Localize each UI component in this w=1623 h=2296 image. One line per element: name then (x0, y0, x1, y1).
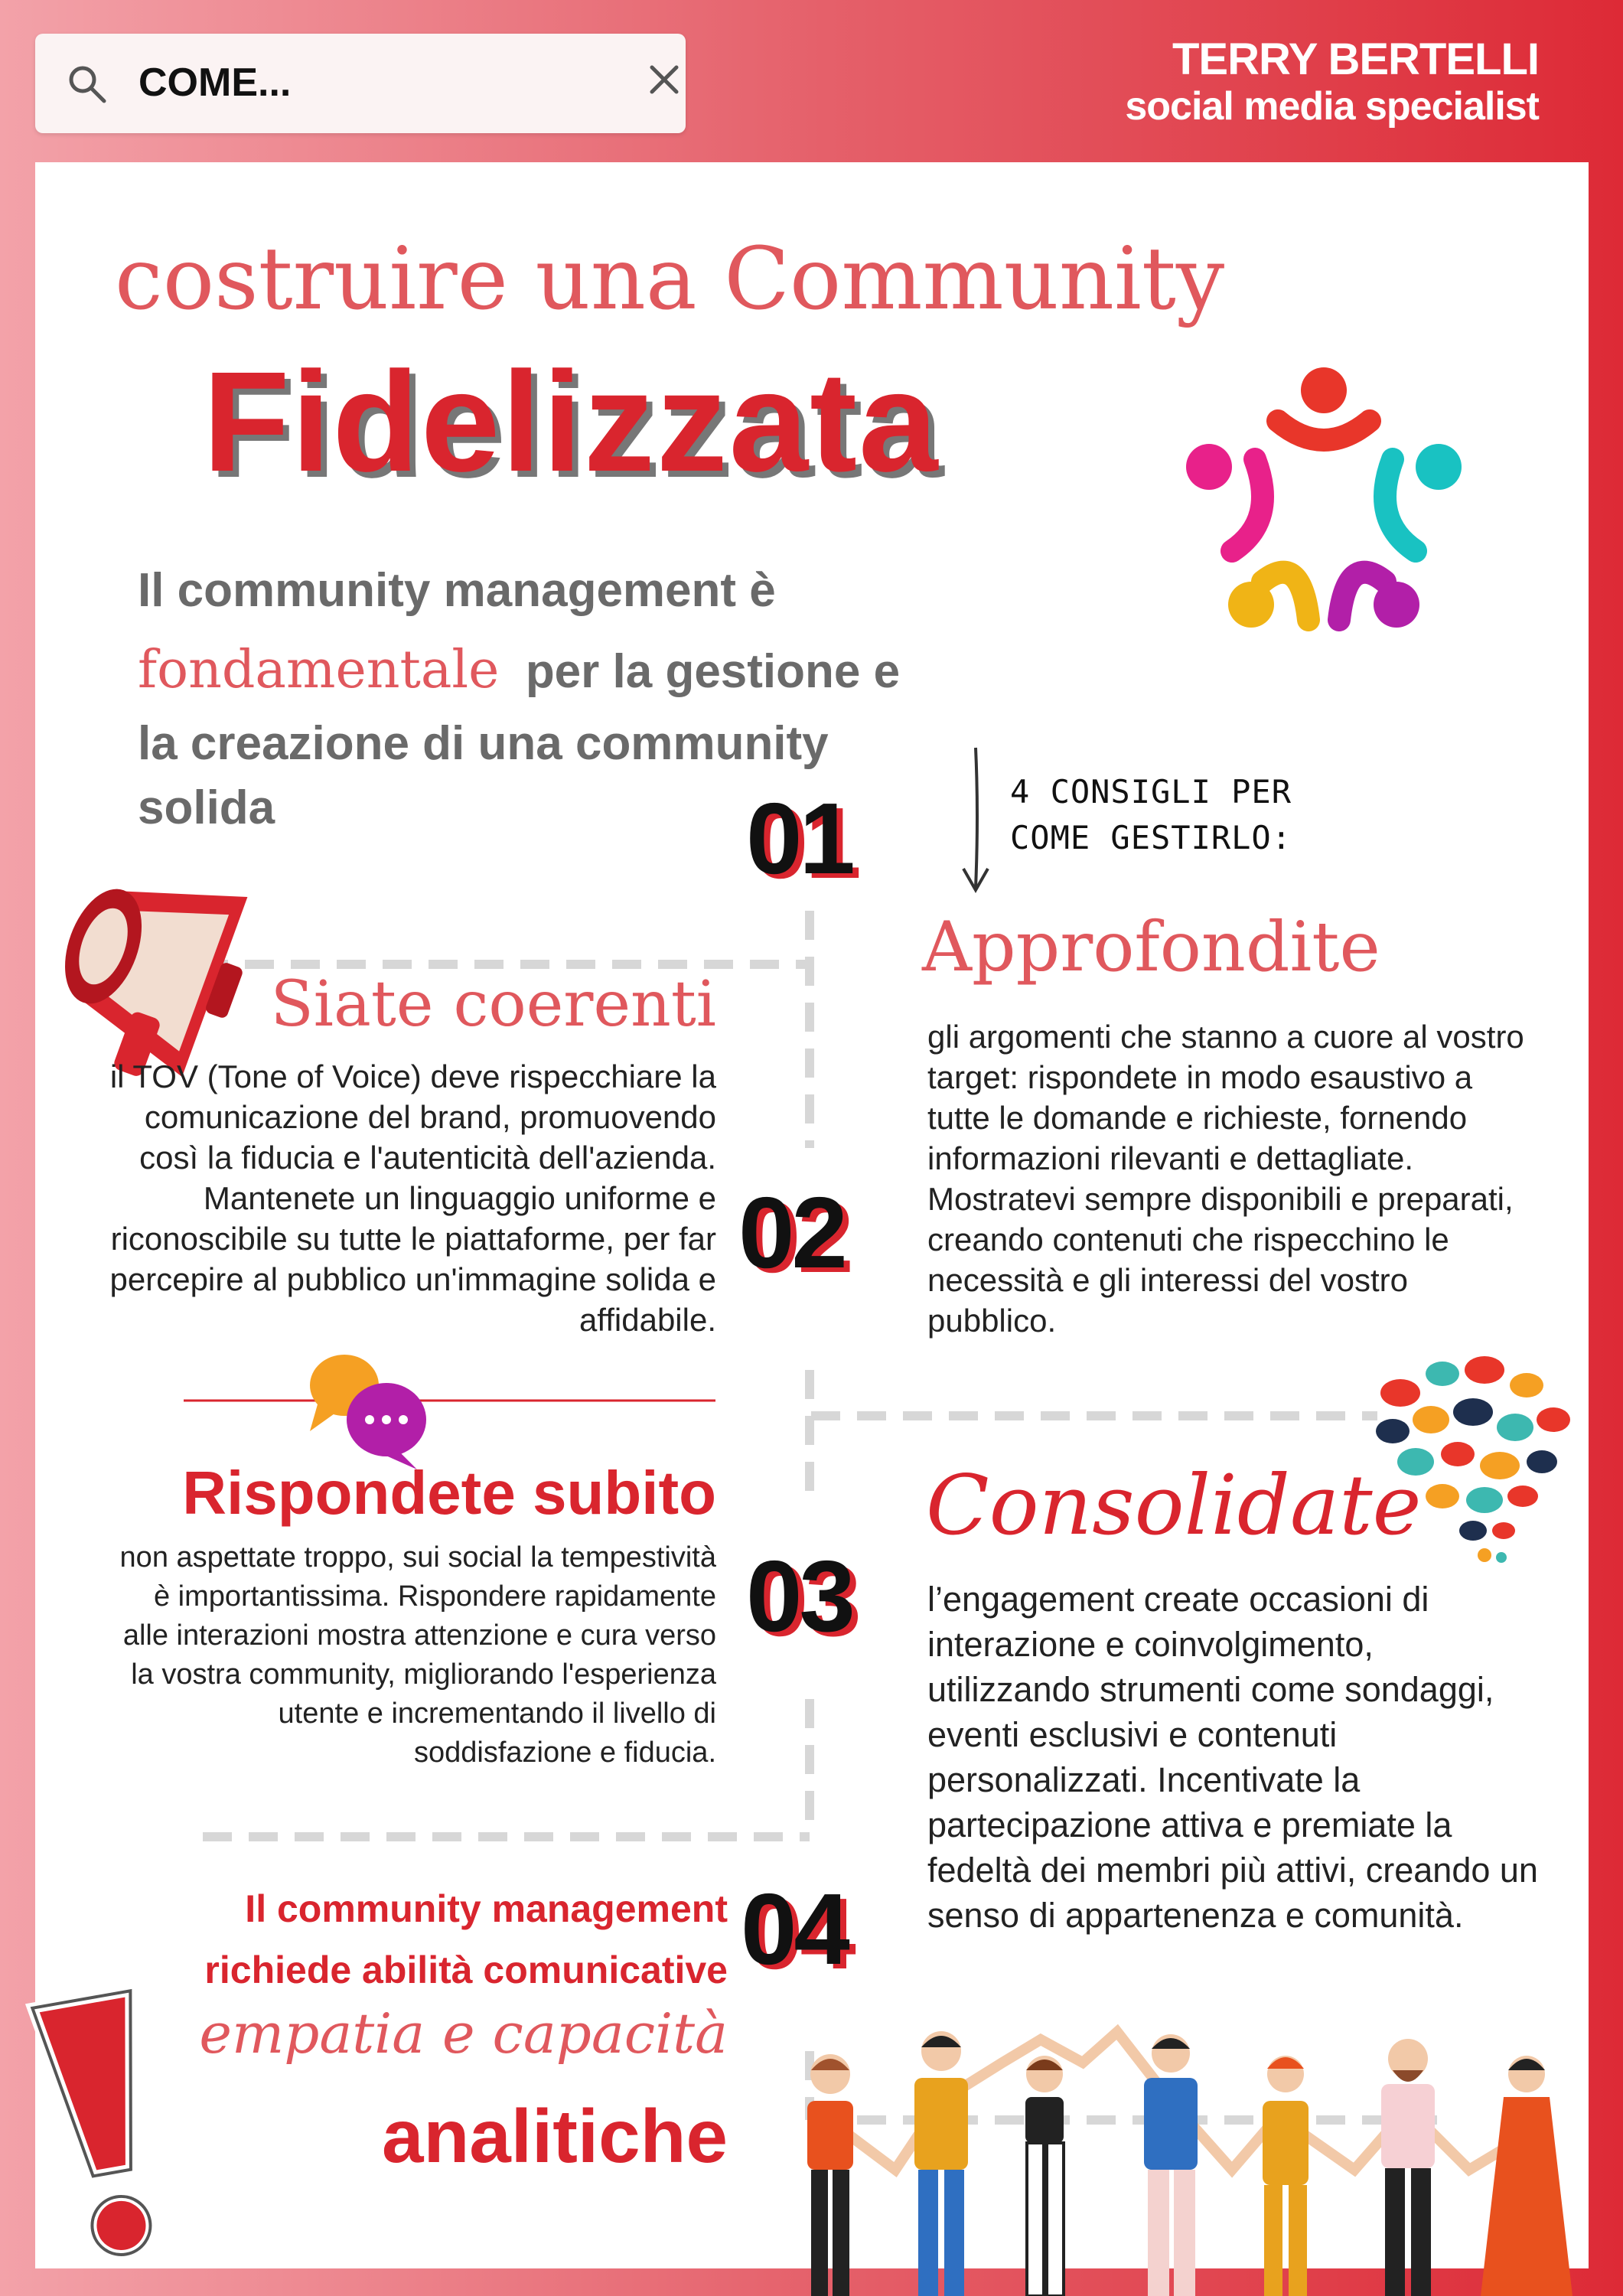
tip-02-text: deve rispecchiare la comunicazione del brand, promuovendo così la fiducia e l'autenticità dell'azienda. Mantenete un linguaggio uniforme e riconoscibile su tutte le piattaforme, per far percepire al pubblico un'immagine solida e affidabile. (109, 1058, 716, 1338)
closing-line-1: Il community management (245, 1887, 728, 1930)
tip-number-03: 03 (746, 1540, 852, 1652)
search-query[interactable]: COME... (139, 60, 292, 105)
tips-note-line-2: COME GESTIRLO: (1010, 819, 1292, 856)
closing-line-4: analitiche (381, 2094, 728, 2178)
tip-04-title: Consolidate (926, 1458, 1422, 1554)
intro-part-1: Il community management è (138, 564, 776, 617)
tip-01-title: Approfondite (922, 907, 1380, 987)
tip-02-title: Siate coerenti (270, 968, 716, 1041)
intro-highlight: fondamentale (138, 640, 500, 700)
closing-line-2: richiede abilità comunicative (204, 1949, 728, 1991)
intro-part-3: la creazione di una community (138, 717, 829, 770)
brand-role: social media specialist (1125, 84, 1539, 129)
tip-04-lead: l’engagemen (927, 1580, 1125, 1619)
tip-03-text: , sui social la tempestività è importantissima. Rispondere rapidamente alle interazioni mostra attenzione e cura verso la vostra community, migliorando l'esperienza utente e incrementando il livello di soddisfazione e fiducia. (122, 1541, 716, 1769)
tip-number-02: 02 (738, 1176, 845, 1289)
people-holding-hands-illustration (781, 2017, 1592, 2296)
tip-02-lead: il TOV (Tone of Voice) (109, 1058, 422, 1094)
closing-line-3: empatia e capacità (199, 2001, 728, 2066)
exclamation-icon (23, 1975, 184, 2273)
intro-part-4: solida (138, 781, 275, 834)
tip-03-lead: non aspettate troppo (119, 1541, 387, 1574)
tip-number-04: 04 (741, 1873, 847, 1985)
title-line-1: costruire una Community (115, 230, 1225, 329)
megaphone-icon (42, 857, 249, 1079)
intro-part-2: per la gestione e (525, 645, 901, 698)
tip-01-lead: gli argomenti (927, 1019, 1112, 1055)
tips-note-line-1: 4 CONSIGLI PER (1010, 773, 1292, 810)
tip-02-body (84, 1056, 716, 1340)
tip-04-body (927, 1577, 1540, 1938)
brand-name: TERRY BERTELLI (1172, 34, 1539, 84)
tip-03-title: Rispondete subito (182, 1459, 716, 1527)
tip-04-text: t create occasioni di interazione e coinvolgimento, utilizzando strumenti come sondaggi, eventi esclusivi e contenuti personalizzati. Incentivate la partecipazione attiva e premiate la fedeltà dei membri più attivi, creando un senso di appartenenza e comunità. (927, 1580, 1538, 1935)
tip-number-01: 01 (746, 782, 852, 895)
title-line-2: Fidelizzata (203, 343, 940, 501)
tip-03-body (115, 1538, 716, 1773)
tip-01-body (927, 1016, 1540, 1341)
chat-bubbles-icon (302, 1347, 432, 1469)
tip-01-text: che stanno a cuore al vostro target: rispondete in modo esaustivo a tutte le domande e richieste, fornendo informazioni rilevanti e dettagliate. Mostratevi sempre disponibili e preparati, creando contenuti che rispecchino le necessità e gli interessi del vostro pubblico. (927, 1019, 1524, 1339)
